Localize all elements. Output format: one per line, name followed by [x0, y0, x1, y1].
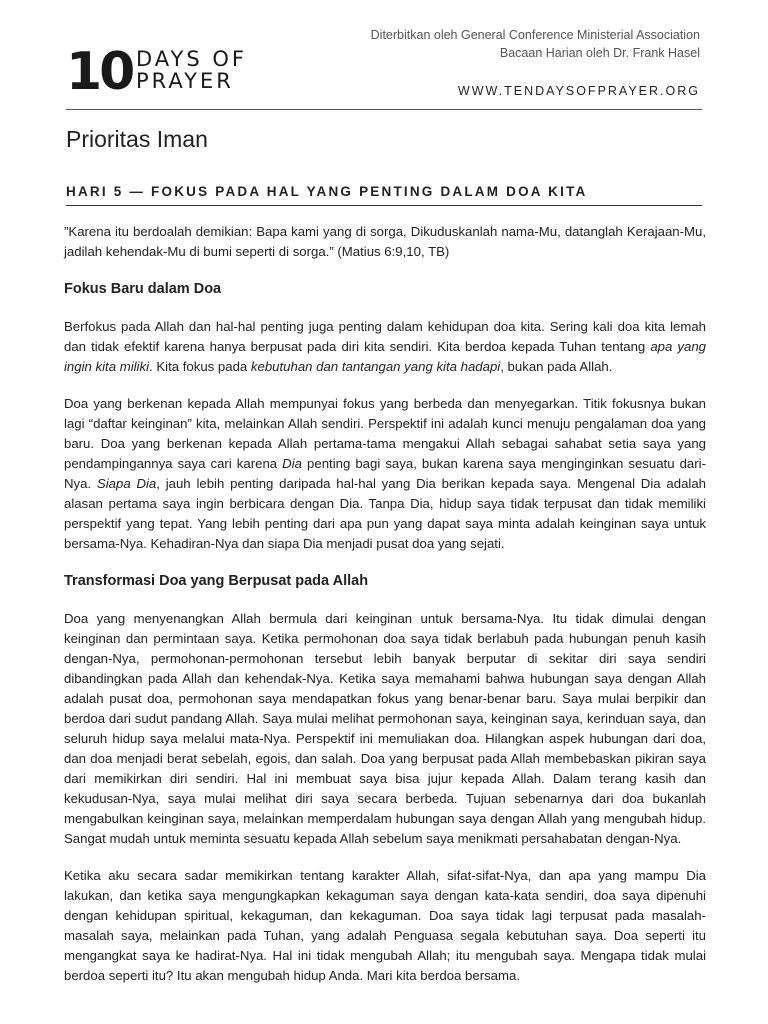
header-divider — [66, 109, 702, 110]
article-body — [64, 222, 706, 1003]
text-run: Berfokus pada Allah dan hal-hal penting juga penting dalam kehidupan doa kita. Sering kali doa kita lemah dan tidak efektif karena hanya berpusat pada diri kita sendiri. Kita berdoa kepada Tuhan tentang — [64, 319, 706, 354]
section-heading-transformasi: Transformasi Doa yang Berpusat pada Allah — [64, 573, 369, 589]
text-run: Doa yang berkenan kepada Allah mempunyai fokus yang berbeda dan menyegarkan. Titik fokusnya bukan lagi “daftar keinginan” kita, melainkan Allah sendiri. Perspektif ini adalah kunci menuju pengalaman doa yang baru. Doa yang berkenan kepada Allah pertama-tama mengakui Allah sebagai sahabat setia saya yang pendampingannya saya cari karena — [64, 396, 706, 471]
section2-paragraph-2: Ketika aku secara sadar memikirkan tentang karakter Allah, sifat-sifat-Nya, dan apa yang mampu Dia lakukan, dan ketika saya mengungkapkan kekaguman saya dengan kata-kata sendiri, doa saya dipenuhi dengan kehidupan spiritual, kekaguman, dan kekaguman. Doa saya tidak lagi terpusat pada masalah-masalah saya, melainkan pada Tuhan, yang adalah Penguasa segala kebutuhan saya. Doa seperti itu mengangkat saya ke hadirat-Nya. Hal ini tidak mengubah Allah; itu mengubah saya. Mengapa tidak mulai berdoa seperti itu? Itu akan mengubah hidup Anda. Mari kita berdoa bersama. — [64, 868, 706, 983]
header-info — [371, 26, 700, 100]
scripture-quote: ”Karena itu berdoalah demikian: Bapa kami yang di sorga, Dikuduskanlah nama-Mu, datanglah Kerajaan-Mu, jadilah kehendak-Mu di bumi seperti di sorga.” (Matius 6:9,10, TB) — [64, 224, 706, 259]
text-run: . Kita fokus pada — [149, 359, 251, 374]
day-heading: HARI 5 — FOKUS PADA HAL YANG PENTING DALAM DOA KITA — [66, 184, 588, 199]
day-heading-divider — [66, 205, 702, 206]
text-run: penting bagi saya, bukan karena saya menginginkan sesuatu dari-Nya. — [64, 456, 706, 491]
page-title: Prioritas Iman — [66, 126, 208, 152]
emphasis-text: Siapa Dia — [96, 476, 157, 491]
text-run: , bukan pada Allah. — [500, 359, 613, 374]
reading-author-line: Bacaan Harian oleh Dr. Frank Hasel — [499, 46, 700, 60]
text-run: , jauh lebih penting daripada hal-hal yang Dia berikan kepada saya. Mengenal Dia adalah alasan pertama saya ingin berbicara dengan Dia. Tanpa Dia, hidup saya tidak terpusat dan tidak memiliki perspektif yang tepat. Yang lebih penting dari apa pun yang dapat saya minta adalah keinginan saya untuk bersama-Nya. Kehadiran-Nya dan siapa Dia menjadi pusat doa yang sejati. — [64, 476, 706, 551]
section2-paragraph-1: Doa yang menyenangkan Allah bermula dari keinginan untuk bersama-Nya. Itu tidak dimulai dengan keinginan dan permintaan saya. Ketika permohonan doa saya tidak berlabuh pada hubungan penuh kasih dengan-Nya, permohonan-permohonan tersebut lebih banyak berputar di sekitar diri saya sendiri dibandingkan pada Allah dan kehendak-Nya. Ketika saya memahami bahwa hubungan saya dengan Allah adalah pusat doa, permohonan saya mendapatkan fokus yang benar-benar baru. Saya mulai berpikir dan berdoa dari sudut pandang Allah. Saya mulai melihat permohonan saya, keinginan saya, kerinduan saya, dan seluruh hidup saya melalui mata-Nya. Perspektif ini memuliakan doa. Hilangkan aspek hubungan dari doa, dan doa menjadi berat sebelah, egois, dan salah. Doa yang berpusat pada Allah membebaskan pikiran saya dari memikirkan diri sendiri. Hal ini membuat saya bisa jujur kepada Allah. Dalam terang kasih dan kekudusan-Nya, saya mulai melihat diri saya secara berbeda. Tujuan sebenarnya dari doa bukanlah mengabulkan keinginan saya, melainkan memperdalam hubungan saya dengan Allah yang mengubah hidup. Sangat mudah untuk meminta sesuatu kepada Allah sebelum saya menikmati persahabatan dengan-Nya. — [64, 611, 706, 846]
logo-line-1: DAYS OF — [136, 47, 247, 71]
logo-line-2: PRAYER — [136, 69, 234, 93]
section-heading-fokus-baru: Fokus Baru dalam Doa — [64, 281, 222, 297]
emphasis-text: kebutuhan dan tantangan yang kita hadapi — [250, 359, 501, 374]
logo-words — [136, 48, 247, 92]
logo-number: 10 — [66, 42, 133, 102]
section1-paragraph-2 — [64, 394, 706, 554]
website-url: WWW.TENDAYSOFPRAYER.ORG — [457, 84, 700, 98]
section1-paragraph-1 — [64, 317, 706, 377]
emphasis-text: Dia — [282, 456, 302, 471]
emphasis-text: apa yang ingin kita miliki — [64, 339, 706, 374]
publisher-line: Diterbitkan oleh General Conference Ministerial Association — [370, 28, 700, 42]
